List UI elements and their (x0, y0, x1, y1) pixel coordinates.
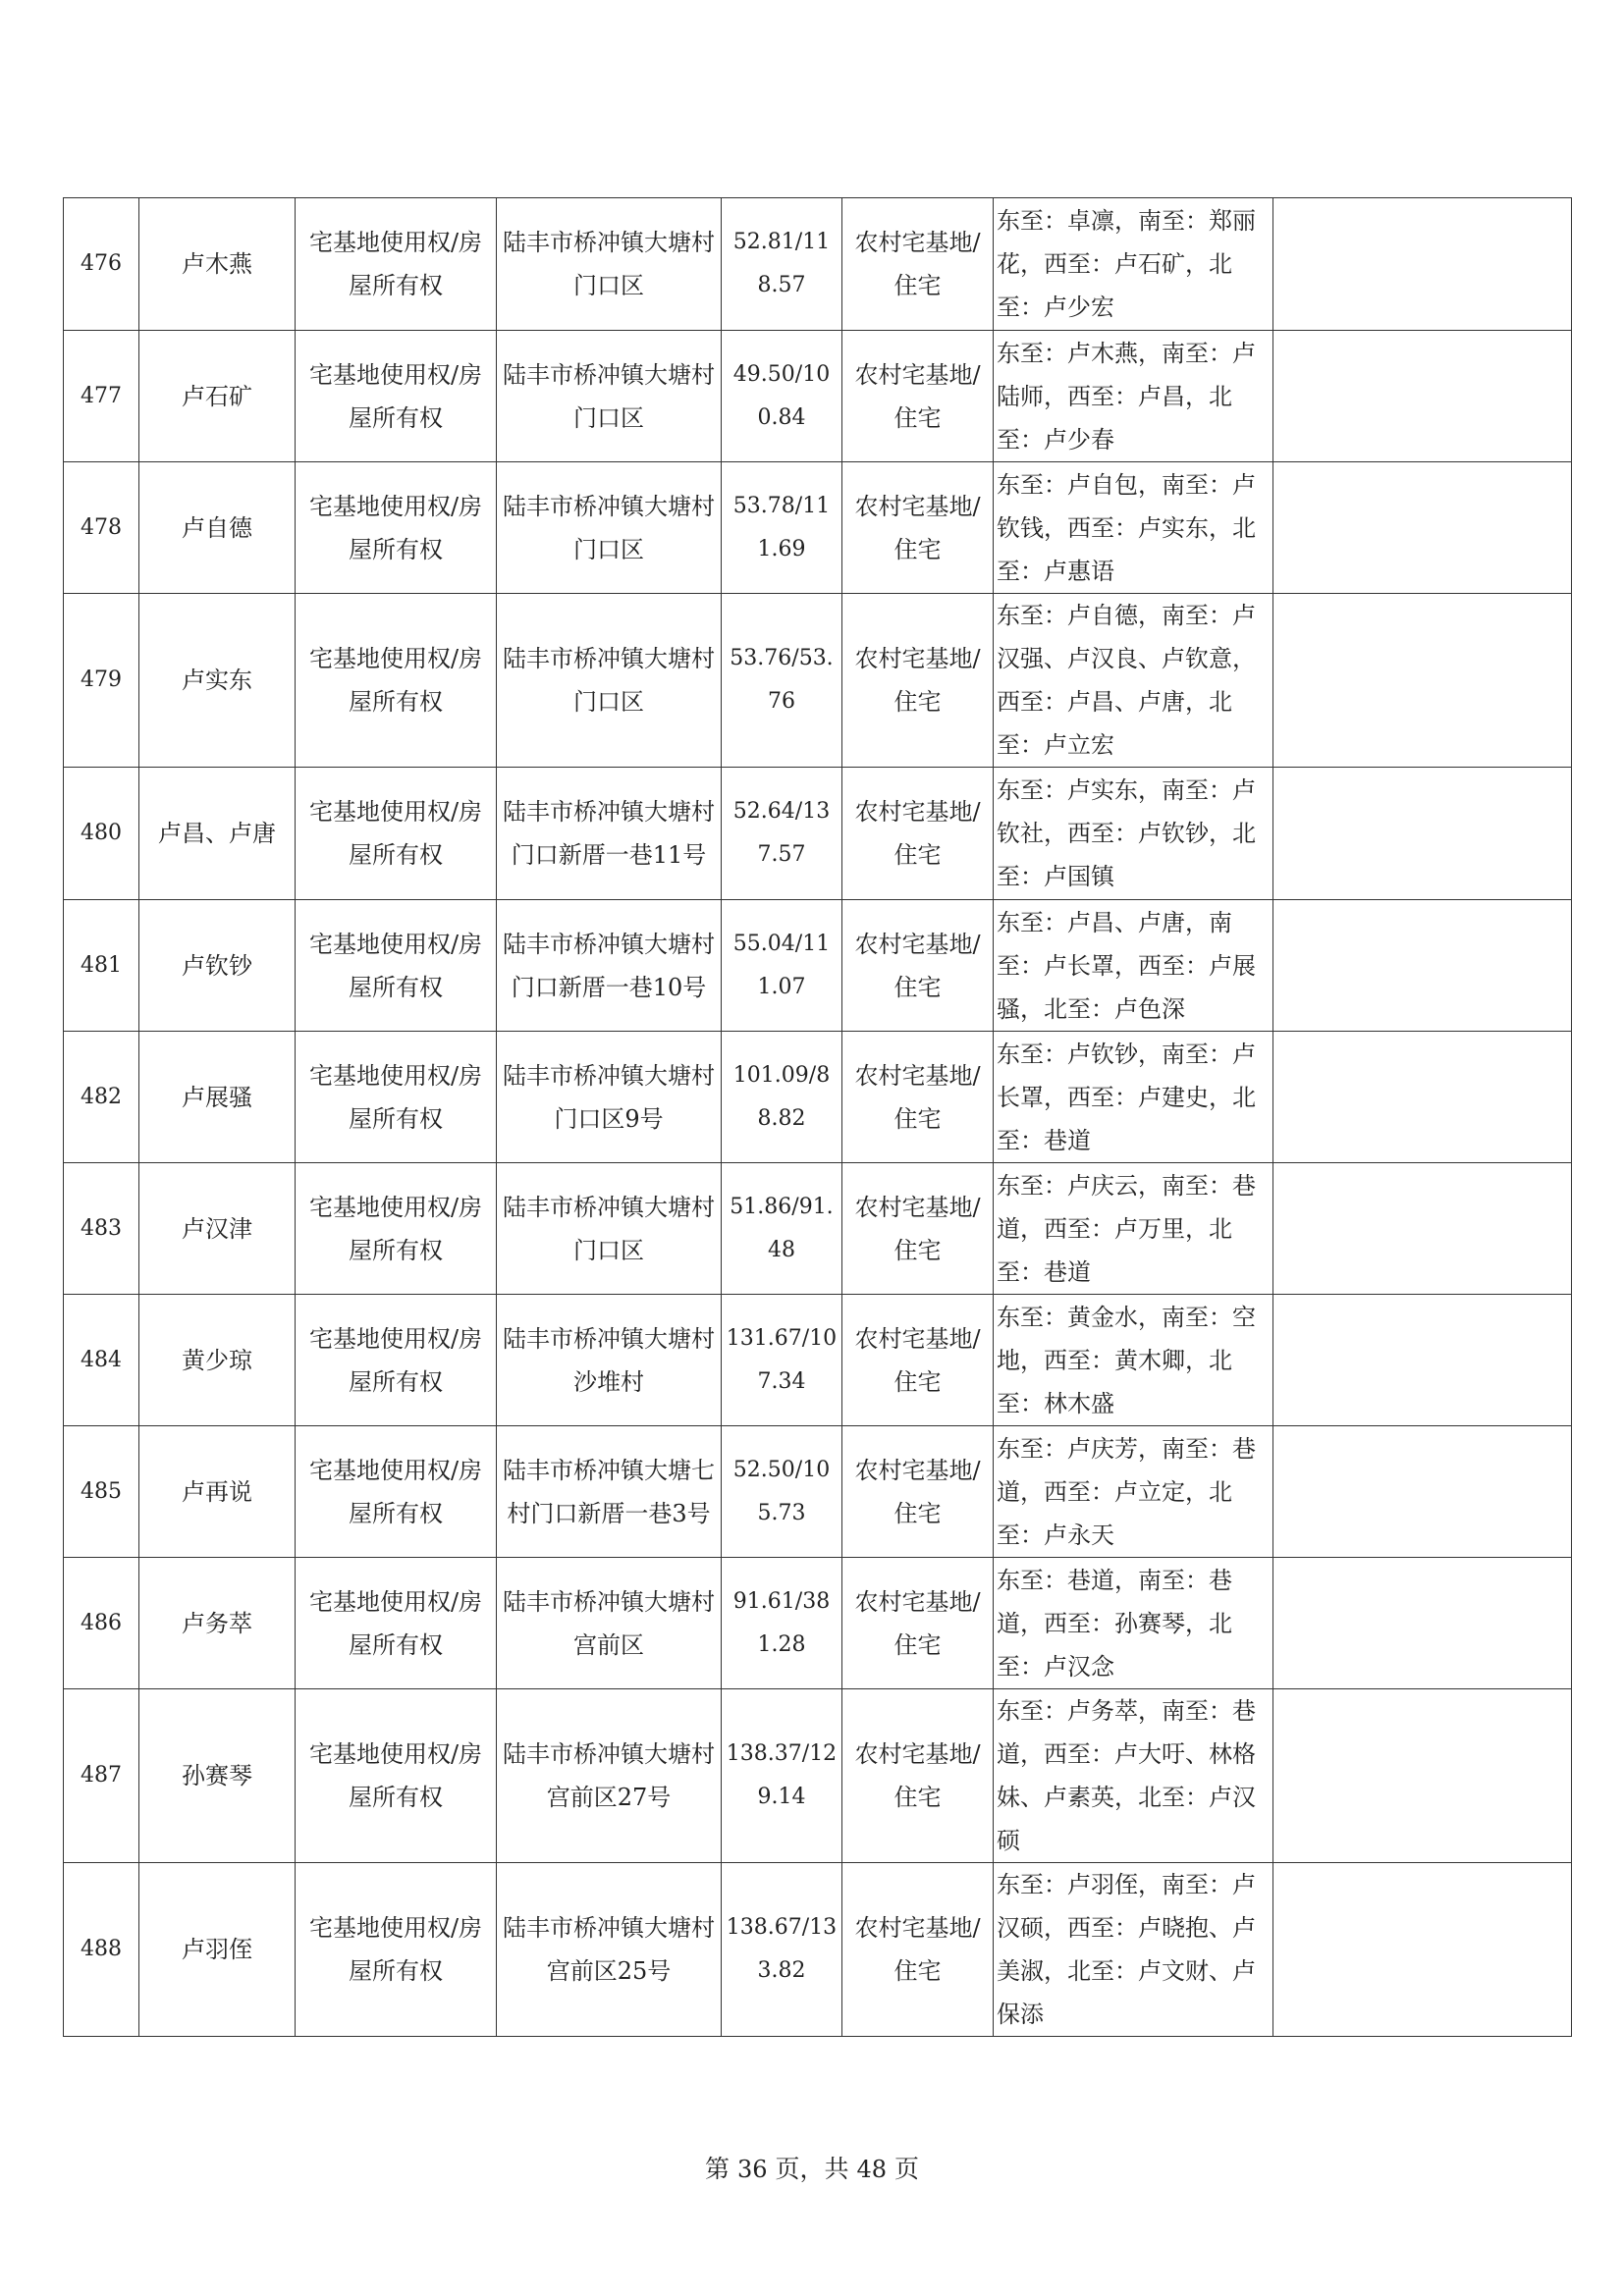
land-use-cell: 农村宅基地/住宅 (842, 1163, 994, 1295)
boundaries-cell: 东至：卢自包，南至：卢钦钱，西至：卢实东，北至：卢惠语 (994, 462, 1273, 594)
row-number-cell: 482 (64, 1032, 139, 1163)
owner-name-cell: 卢实东 (139, 594, 296, 768)
owner-name-cell: 卢钦钞 (139, 900, 296, 1032)
land-area-cell: 51.86/91.48 (722, 1163, 842, 1295)
land-area-cell: 52.50/105.73 (722, 1426, 842, 1558)
boundaries-cell: 东至：卢庆云，南至：巷道，西至：卢万里，北至：巷道 (994, 1163, 1273, 1295)
remark-cell (1273, 1863, 1572, 2037)
table-row (64, 594, 1572, 768)
row-number-cell: 478 (64, 462, 139, 594)
land-use-cell: 农村宅基地/住宅 (842, 198, 994, 331)
boundaries-cell: 东至：黄金水，南至：空地，西至：黄木卿，北至：林木盛 (994, 1295, 1273, 1426)
row-number-cell: 485 (64, 1426, 139, 1558)
owner-name-cell: 黄少琼 (139, 1295, 296, 1426)
right-type-cell: 宅基地使用权/房屋所有权 (296, 768, 497, 900)
land-area-cell: 52.64/137.57 (722, 768, 842, 900)
owner-name-cell: 卢汉津 (139, 1163, 296, 1295)
right-type-cell: 宅基地使用权/房屋所有权 (296, 1163, 497, 1295)
registration-table (63, 197, 1572, 2037)
land-use-cell: 农村宅基地/住宅 (842, 1863, 994, 2037)
remark-cell (1273, 1295, 1572, 1426)
owner-name-cell: 卢木燕 (139, 198, 296, 331)
land-location-cell: 陆丰市桥冲镇大塘村门口新厝一巷10号 (497, 900, 722, 1032)
right-type-cell: 宅基地使用权/房屋所有权 (296, 1558, 497, 1689)
table-row (64, 198, 1572, 331)
owner-name-cell: 卢再说 (139, 1426, 296, 1558)
right-type-cell: 宅基地使用权/房屋所有权 (296, 1689, 497, 1863)
table-row (64, 768, 1572, 900)
boundaries-cell: 东至：卢实东，南至：卢钦社，西至：卢钦钞，北至：卢国镇 (994, 768, 1273, 900)
land-area-cell: 131.67/107.34 (722, 1295, 842, 1426)
land-area-cell: 101.09/88.82 (722, 1032, 842, 1163)
remark-cell (1273, 768, 1572, 900)
row-number-cell: 487 (64, 1689, 139, 1863)
land-location-cell: 陆丰市桥冲镇大塘村门口区 (497, 198, 722, 331)
owner-name-cell: 卢务萃 (139, 1558, 296, 1689)
right-type-cell: 宅基地使用权/房屋所有权 (296, 1863, 497, 2037)
remark-cell (1273, 1032, 1572, 1163)
land-use-cell: 农村宅基地/住宅 (842, 1689, 994, 1863)
footer-middle: 页，共 (775, 2155, 849, 2183)
owner-name-cell: 卢羽侄 (139, 1863, 296, 2037)
remark-cell (1273, 1426, 1572, 1558)
boundaries-cell: 东至：卢羽侄，南至：卢汉硕，西至：卢晓抱、卢美淑，北至：卢文财、卢保添 (994, 1863, 1273, 2037)
land-location-cell: 陆丰市桥冲镇大塘村宫前区 (497, 1558, 722, 1689)
table-row (64, 331, 1572, 462)
boundaries-cell: 东至：卢务萃，南至：巷道，西至：卢大吁、林格妹、卢素英，北至：卢汉硕 (994, 1689, 1273, 1863)
remark-cell (1273, 1558, 1572, 1689)
row-number-cell: 486 (64, 1558, 139, 1689)
remark-cell (1273, 1689, 1572, 1863)
remark-cell (1273, 594, 1572, 768)
land-area-cell: 138.37/129.14 (722, 1689, 842, 1863)
remark-cell (1273, 900, 1572, 1032)
owner-name-cell: 卢昌、卢唐 (139, 768, 296, 900)
row-number-cell: 483 (64, 1163, 139, 1295)
land-location-cell: 陆丰市桥冲镇大塘村门口区 (497, 594, 722, 768)
table-row (64, 1863, 1572, 2037)
row-number-cell: 488 (64, 1863, 139, 2037)
land-location-cell: 陆丰市桥冲镇大塘村门口区 (497, 462, 722, 594)
remark-cell (1273, 198, 1572, 331)
table-row (64, 1558, 1572, 1689)
land-use-cell: 农村宅基地/住宅 (842, 1032, 994, 1163)
row-number-cell: 477 (64, 331, 139, 462)
table-body (64, 198, 1572, 2037)
right-type-cell: 宅基地使用权/房屋所有权 (296, 331, 497, 462)
right-type-cell: 宅基地使用权/房屋所有权 (296, 900, 497, 1032)
page-footer (0, 2150, 1624, 2185)
table-row (64, 1163, 1572, 1295)
land-area-cell: 52.81/118.57 (722, 198, 842, 331)
total-page-count: 48 (856, 2156, 887, 2183)
land-use-cell: 农村宅基地/住宅 (842, 1426, 994, 1558)
boundaries-cell: 东至：卓凛，南至：郑丽花，西至：卢石矿，北至：卢少宏 (994, 198, 1273, 331)
footer-suffix: 页 (893, 2155, 919, 2183)
land-location-cell: 陆丰市桥冲镇大塘七村门口新厝一巷3号 (497, 1426, 722, 1558)
land-location-cell: 陆丰市桥冲镇大塘村宫前区25号 (497, 1863, 722, 2037)
row-number-cell: 481 (64, 900, 139, 1032)
boundaries-cell: 东至：卢昌、卢唐，南至：卢长罩，西至：卢展骚，北至：卢色深 (994, 900, 1273, 1032)
right-type-cell: 宅基地使用权/房屋所有权 (296, 1032, 497, 1163)
land-location-cell: 陆丰市桥冲镇大塘村门口区 (497, 1163, 722, 1295)
land-use-cell: 农村宅基地/住宅 (842, 462, 994, 594)
land-use-cell: 农村宅基地/住宅 (842, 900, 994, 1032)
right-type-cell: 宅基地使用权/房屋所有权 (296, 594, 497, 768)
land-area-cell: 53.78/111.69 (722, 462, 842, 594)
land-area-cell: 138.67/133.82 (722, 1863, 842, 2037)
land-location-cell: 陆丰市桥冲镇大塘村门口新厝一巷11号 (497, 768, 722, 900)
right-type-cell: 宅基地使用权/房屋所有权 (296, 462, 497, 594)
table-row (64, 900, 1572, 1032)
remark-cell (1273, 1163, 1572, 1295)
current-page-number: 36 (736, 2156, 768, 2183)
land-area-cell: 53.76/53.76 (722, 594, 842, 768)
land-use-cell: 农村宅基地/住宅 (842, 594, 994, 768)
land-use-cell: 农村宅基地/住宅 (842, 1295, 994, 1426)
boundaries-cell: 东至：卢庆芳，南至：巷道，西至：卢立定，北至：卢永天 (994, 1426, 1273, 1558)
boundaries-cell: 东至：卢钦钞，南至：卢长罩，西至：卢建史，北至：巷道 (994, 1032, 1273, 1163)
owner-name-cell: 孙赛琴 (139, 1689, 296, 1863)
row-number-cell: 479 (64, 594, 139, 768)
land-area-cell: 49.50/100.84 (722, 331, 842, 462)
row-number-cell: 476 (64, 198, 139, 331)
land-use-cell: 农村宅基地/住宅 (842, 331, 994, 462)
table-row (64, 1032, 1572, 1163)
land-use-cell: 农村宅基地/住宅 (842, 768, 994, 900)
land-location-cell: 陆丰市桥冲镇大塘村沙堆村 (497, 1295, 722, 1426)
right-type-cell: 宅基地使用权/房屋所有权 (296, 1295, 497, 1426)
land-use-cell: 农村宅基地/住宅 (842, 1558, 994, 1689)
row-number-cell: 484 (64, 1295, 139, 1426)
remark-cell (1273, 331, 1572, 462)
land-area-cell: 55.04/111.07 (722, 900, 842, 1032)
footer-prefix: 第 (705, 2155, 731, 2183)
land-location-cell: 陆丰市桥冲镇大塘村门口区 (497, 331, 722, 462)
right-type-cell: 宅基地使用权/房屋所有权 (296, 1426, 497, 1558)
boundaries-cell: 东至：巷道，南至：巷道，西至：孙赛琴，北至：卢汉念 (994, 1558, 1273, 1689)
owner-name-cell: 卢石矿 (139, 331, 296, 462)
table-row (64, 1689, 1572, 1863)
land-location-cell: 陆丰市桥冲镇大塘村门口区9号 (497, 1032, 722, 1163)
right-type-cell: 宅基地使用权/房屋所有权 (296, 198, 497, 331)
land-area-cell: 91.61/381.28 (722, 1558, 842, 1689)
remark-cell (1273, 462, 1572, 594)
boundaries-cell: 东至：卢木燕，南至：卢陆师，西至：卢昌，北至：卢少春 (994, 331, 1273, 462)
table-row (64, 1295, 1572, 1426)
owner-name-cell: 卢自德 (139, 462, 296, 594)
table-row (64, 462, 1572, 594)
boundaries-cell: 东至：卢自德，南至：卢汉强、卢汉良、卢钦意，西至：卢昌、卢唐，北至：卢立宏 (994, 594, 1273, 768)
row-number-cell: 480 (64, 768, 139, 900)
owner-name-cell: 卢展骚 (139, 1032, 296, 1163)
table-row (64, 1426, 1572, 1558)
land-location-cell: 陆丰市桥冲镇大塘村宫前区27号 (497, 1689, 722, 1863)
